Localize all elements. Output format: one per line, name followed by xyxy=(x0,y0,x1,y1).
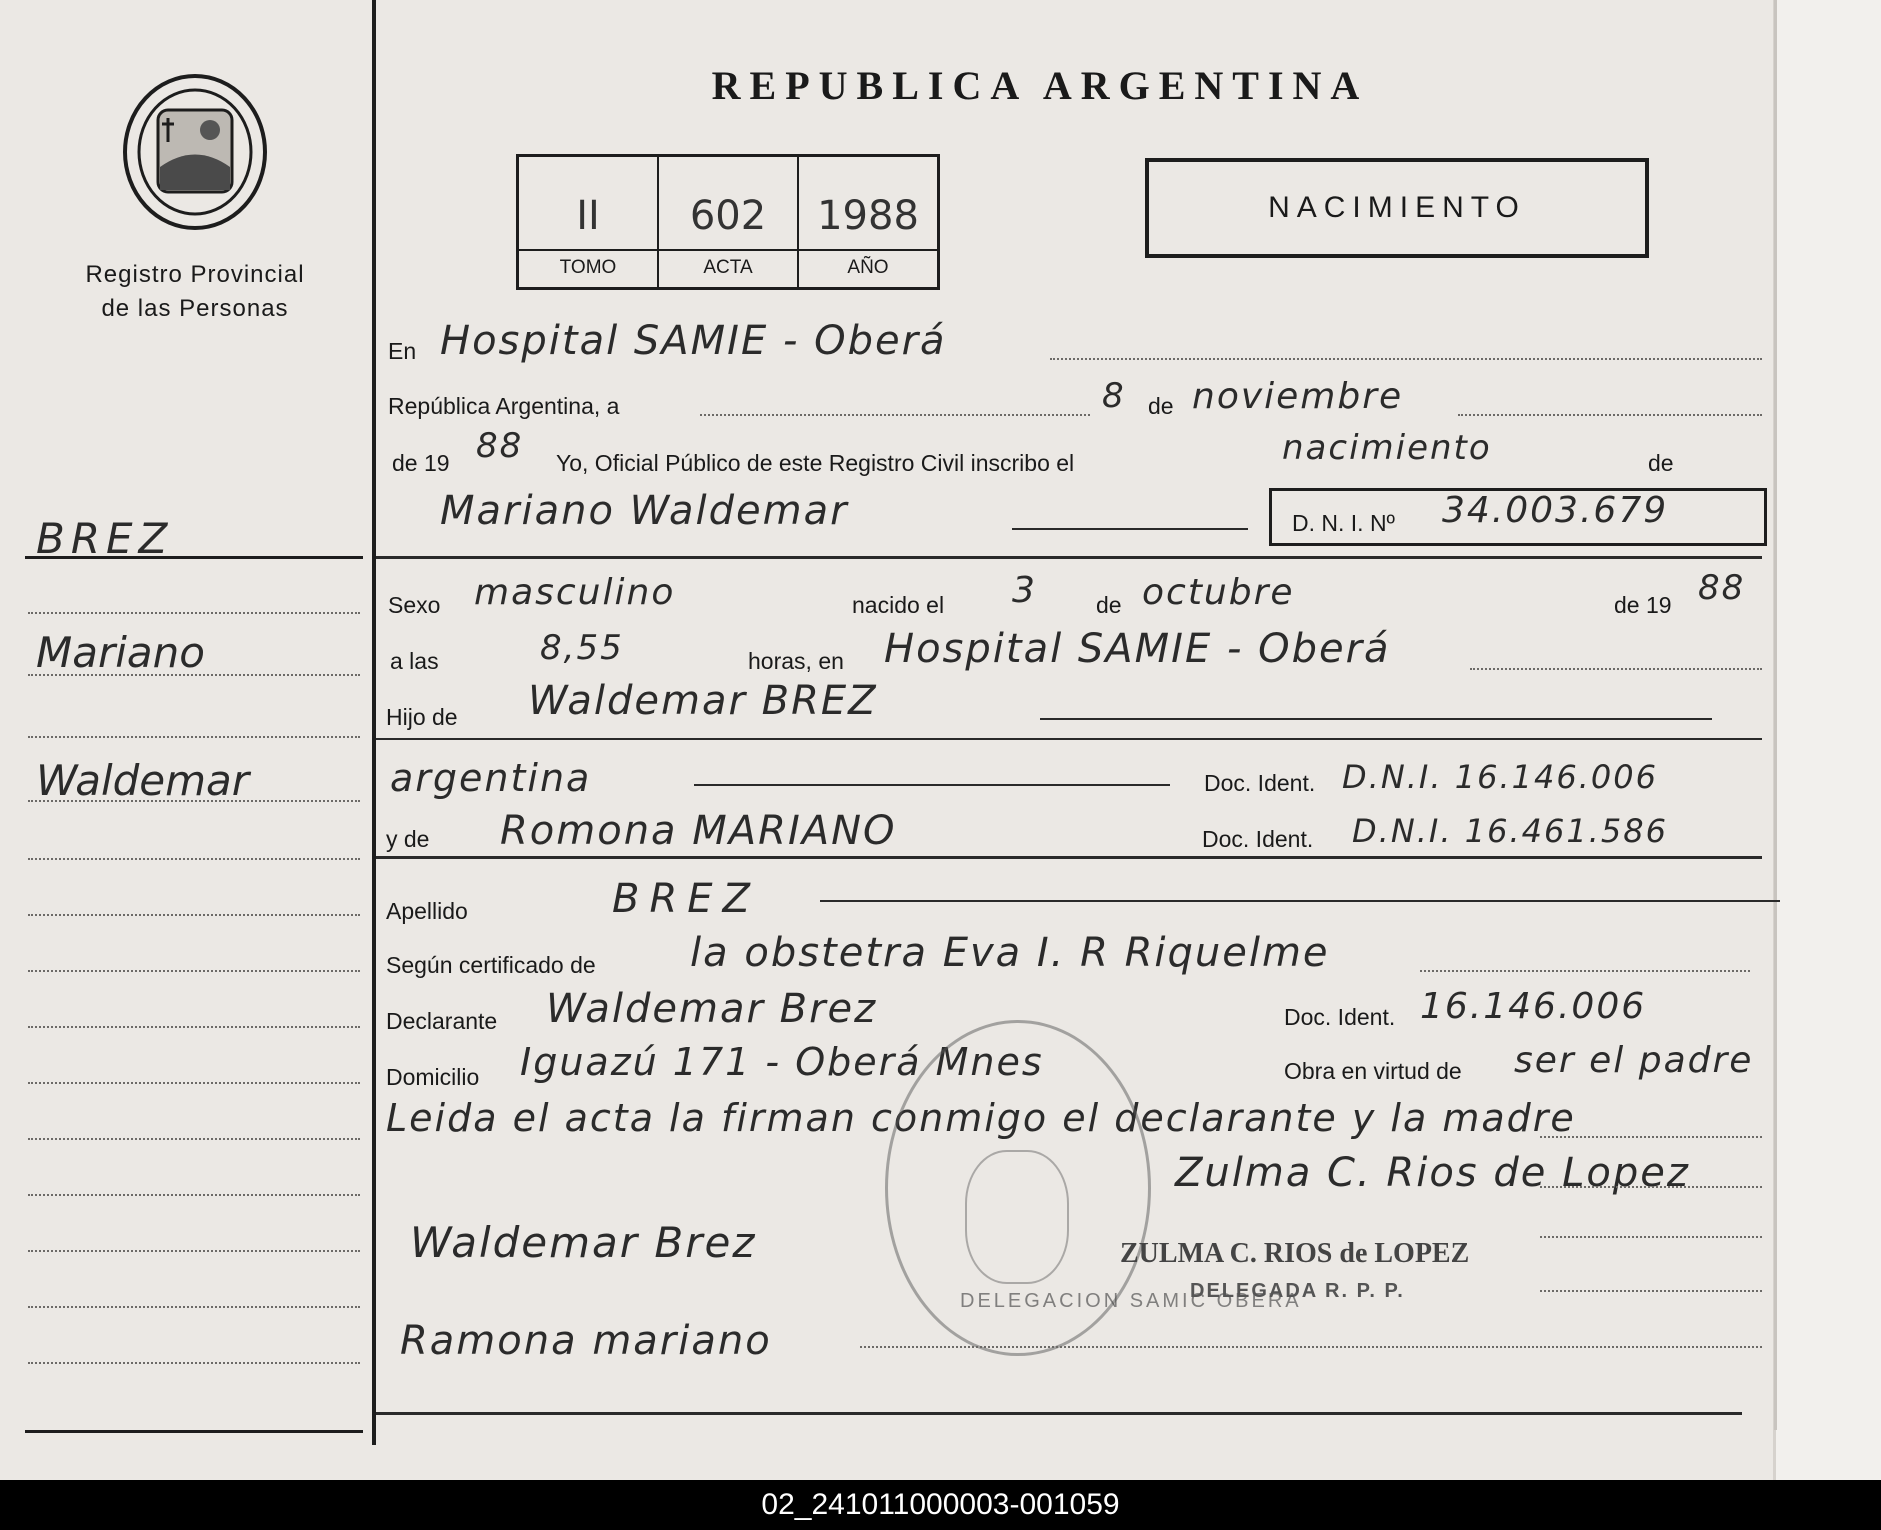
father-nationality-value: argentina xyxy=(390,756,592,800)
margin-bottom-rule xyxy=(25,1430,363,1433)
margin-line xyxy=(28,674,360,676)
ano-value: 1988 xyxy=(817,193,919,239)
closing-note: Leida el acta la firman conmigo el declarante y la madre xyxy=(386,1096,1576,1140)
acta-label: ACTA xyxy=(659,249,797,279)
label-doc-ident-2: Doc. Ident. xyxy=(1202,826,1314,852)
label-dni: D. N. I. Nº xyxy=(1292,510,1395,536)
day-value: 8 xyxy=(1102,376,1126,416)
label-republica: República Argentina, a xyxy=(388,393,620,419)
label-apellido: Apellido xyxy=(386,898,468,924)
margin-surname: BREZ xyxy=(36,514,174,563)
birth-place-value: Hospital SAMIE - Oberá xyxy=(884,626,1391,672)
dotted-line xyxy=(1540,1136,1762,1138)
label-declarante: Declarante xyxy=(386,1008,498,1034)
label-yo-oficial: Yo, Oficial Público de este Registro Civil inscribo el xyxy=(556,450,1075,476)
misiones-seal-emblem xyxy=(120,72,270,237)
ano-label: AÑO xyxy=(799,249,937,279)
label-de-19-2: de 19 xyxy=(1614,592,1672,618)
stamp-text: DELEGACION SAMIC OBERA xyxy=(960,1290,1302,1312)
father-name-value: Waldemar BREZ xyxy=(528,678,878,724)
right-border-line xyxy=(1774,0,1777,1430)
acta-value: 602 xyxy=(689,193,767,239)
label-doc-ident: Doc. Ident. xyxy=(1204,770,1316,796)
official-title-stamp: DELEGADA R. P. P. xyxy=(1190,1280,1405,1302)
label-sexo: Sexo xyxy=(388,592,441,618)
dotted-line xyxy=(1540,1236,1762,1238)
margin-line xyxy=(28,858,360,860)
surname-value: BREZ xyxy=(612,876,760,922)
margin-line xyxy=(28,1306,360,1308)
birth-month-value: octubre xyxy=(1142,572,1295,613)
tomo-value: II xyxy=(576,193,600,239)
dotted-line xyxy=(1470,668,1762,670)
margin-line xyxy=(28,1026,360,1028)
section-rule xyxy=(376,738,1762,740)
underline xyxy=(1012,528,1248,530)
registry-name xyxy=(40,258,350,326)
official-signature: Zulma C. Rios de Lopez xyxy=(1175,1150,1690,1196)
label-de-3: de xyxy=(1096,592,1122,618)
margin-line xyxy=(28,1194,360,1196)
act-value: nacimiento xyxy=(1282,428,1492,468)
stamp-emblem xyxy=(965,1150,1069,1284)
mother-signature: Ramona mariano xyxy=(400,1318,772,1364)
record-number-box xyxy=(516,154,940,290)
dotted-line xyxy=(860,1346,1762,1348)
section-rule xyxy=(376,556,1762,559)
address-value: Iguazú 171 - Oberá Mnes xyxy=(520,1040,1044,1084)
margin-line xyxy=(28,1250,360,1252)
dni-value: 34.003.679 xyxy=(1442,490,1669,531)
dotted-line xyxy=(1540,1186,1762,1188)
margin-line xyxy=(28,612,360,614)
full-name-value: Mariano Waldemar xyxy=(440,488,849,534)
margin-line xyxy=(28,970,360,972)
tomo-label: TOMO xyxy=(519,249,657,279)
month-value: noviembre xyxy=(1192,376,1404,417)
label-a-las: a las xyxy=(390,648,439,674)
country-title: REPUBLICA ARGENTINA xyxy=(711,63,1369,108)
label-segun: Según certificado de xyxy=(386,952,596,978)
dotted-line xyxy=(1050,358,1762,360)
margin-line xyxy=(28,1138,360,1140)
ano-cell xyxy=(799,157,937,287)
acta-cell xyxy=(659,157,799,287)
place-value: Hospital SAMIE - Oberá xyxy=(440,318,947,364)
dotted-line xyxy=(1420,970,1750,972)
label-de-19: de 19 xyxy=(392,450,450,476)
image-id-footer: 02_241011000003-001059 xyxy=(0,1480,1881,1530)
official-name-stamp: ZULMA C. RIOS de LOPEZ xyxy=(1120,1238,1470,1269)
sex-value: masculino xyxy=(474,572,676,613)
margin-line xyxy=(28,736,360,738)
document-type-box: NACIMIENTO xyxy=(1145,158,1649,258)
birth-year-value: 88 xyxy=(1698,568,1746,608)
margin-first-name: Mariano xyxy=(36,628,205,677)
underline xyxy=(820,900,1780,902)
father-doc-value: D.N.I. 16.146.006 xyxy=(1342,758,1658,796)
margin-line xyxy=(28,800,360,802)
section-rule xyxy=(376,856,1762,859)
certificate-value: la obstetra Eva I. R Riquelme xyxy=(690,930,1330,976)
label-y-de: y de xyxy=(386,826,430,852)
mother-doc-value: D.N.I. 16.461.586 xyxy=(1352,812,1668,850)
underline xyxy=(1040,718,1712,720)
label-de: de xyxy=(1148,393,1174,419)
label-horas-en: horas, en xyxy=(748,648,844,674)
year-value: 88 xyxy=(476,426,524,466)
label-domicilio: Domicilio xyxy=(386,1064,480,1090)
dotted-line xyxy=(700,414,1090,416)
bottom-rule xyxy=(376,1412,1742,1415)
label-hijo-de: Hijo de xyxy=(386,704,458,730)
margin-second-name: Waldemar xyxy=(36,756,250,805)
margin-line xyxy=(28,914,360,916)
registry-line-2: de las Personas xyxy=(101,295,289,322)
margin-divider xyxy=(372,0,376,1445)
registry-line-1: Registro Provincial xyxy=(85,261,305,288)
tomo-cell xyxy=(519,157,659,287)
dotted-line xyxy=(1458,414,1762,416)
label-doc-ident-3: Doc. Ident. xyxy=(1284,1004,1396,1030)
reason-value: ser el padre xyxy=(1514,1040,1754,1081)
page-edge xyxy=(1773,0,1881,1480)
dotted-line xyxy=(1540,1290,1762,1292)
label-nacido-el: nacido el xyxy=(852,592,945,618)
label-de-2: de xyxy=(1648,450,1674,476)
label-en: En xyxy=(388,338,417,364)
declarant-doc-value: 16.146.006 xyxy=(1420,986,1647,1027)
birth-day-value: 3 xyxy=(1012,570,1037,611)
hour-value: 8,55 xyxy=(540,628,624,668)
underline xyxy=(694,784,1170,786)
margin-line xyxy=(28,1082,360,1084)
margin-line xyxy=(28,1362,360,1364)
mother-name-value: Romona MARIANO xyxy=(500,808,897,854)
label-obra: Obra en virtud de xyxy=(1284,1058,1462,1084)
margin-rule xyxy=(25,556,363,559)
father-signature: Waldemar Brez xyxy=(410,1218,757,1267)
declarant-value: Waldemar Brez xyxy=(546,986,878,1032)
